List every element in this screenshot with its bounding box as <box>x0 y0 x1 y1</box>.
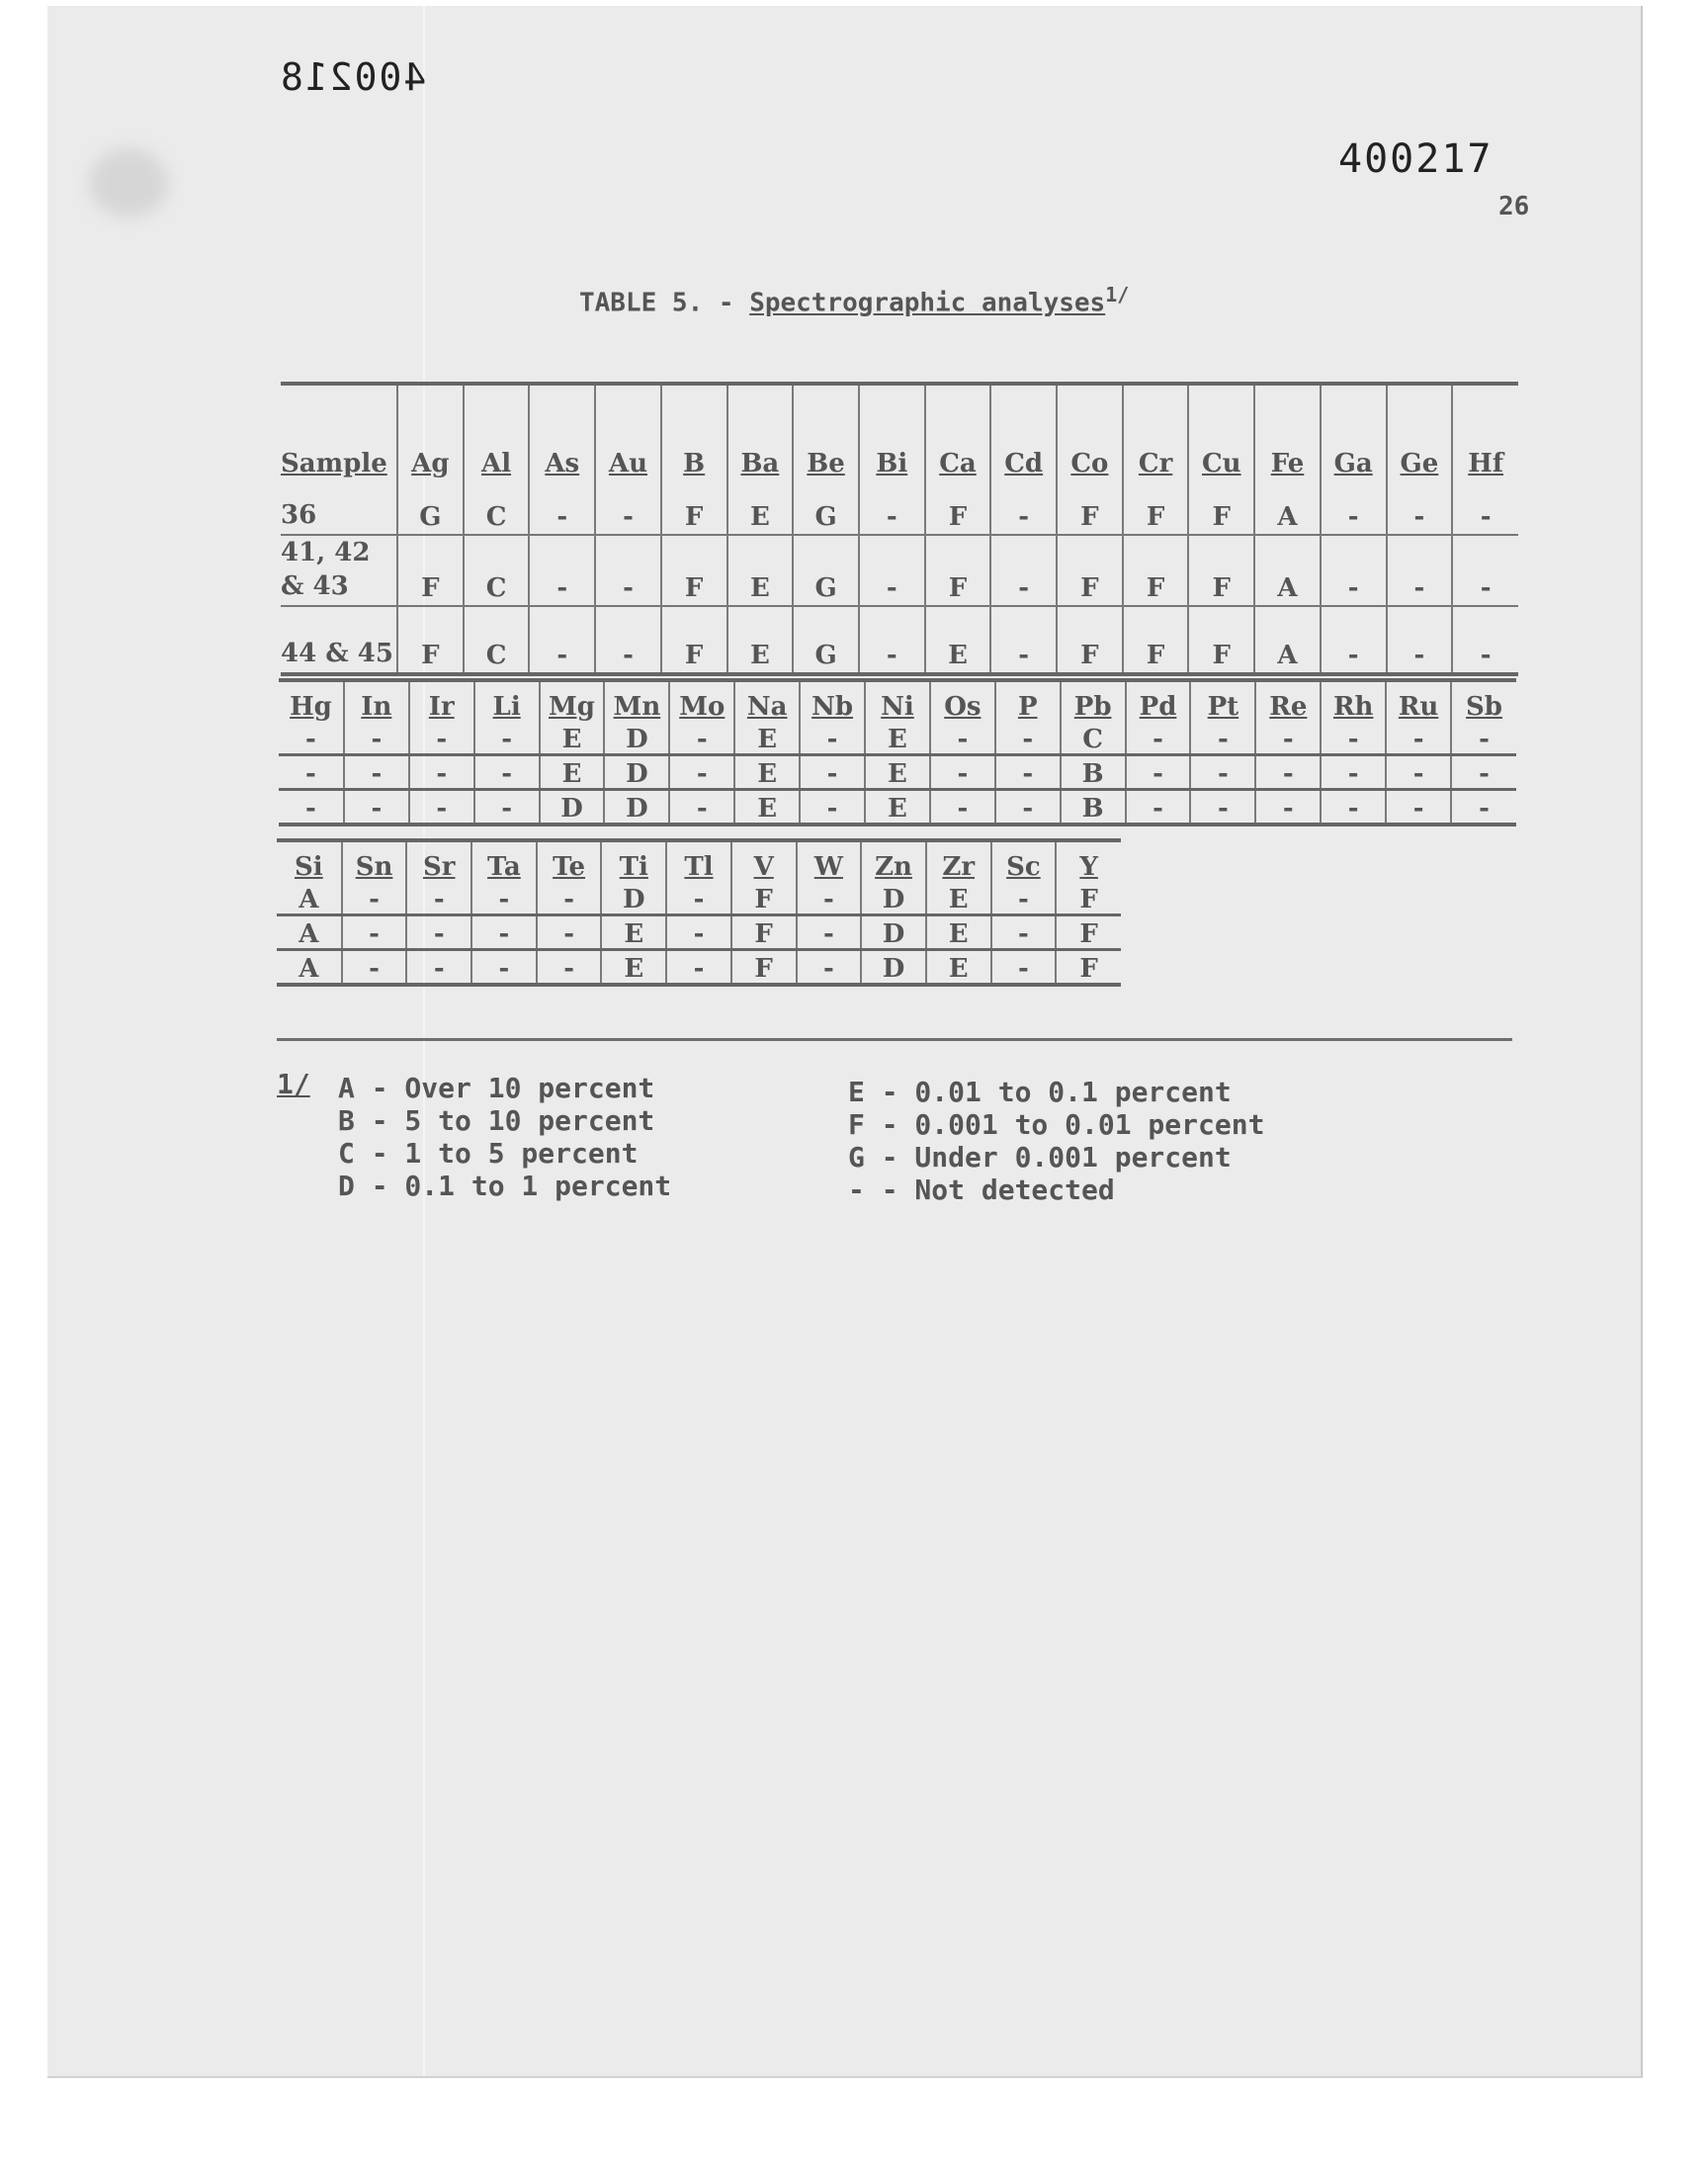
table-cell: D <box>861 882 926 915</box>
column-header-in: In <box>344 680 409 722</box>
column-header-ir: Ir <box>409 680 474 722</box>
table-title-prefix: TABLE 5. - <box>579 288 750 318</box>
table-cell: F <box>1057 492 1123 535</box>
legend-item: F - 0.001 to 0.01 percent <box>848 1108 1265 1141</box>
table-cell: - <box>930 755 995 790</box>
table-cell: - <box>1255 755 1321 790</box>
table-cell: E <box>601 950 666 986</box>
page-smudge <box>89 148 168 218</box>
table-cell: - <box>279 790 344 826</box>
table-cell: - <box>409 790 474 826</box>
table-cell: E <box>926 950 991 986</box>
table-cell: D <box>601 882 666 915</box>
table-title-main: Spectrographic analyses <box>749 288 1106 318</box>
column-header-au: Au <box>595 384 661 492</box>
column-header-re: Re <box>1255 680 1321 722</box>
column-header-tl: Tl <box>666 840 731 882</box>
table-cell: - <box>537 915 602 950</box>
table-cell: - <box>409 722 474 755</box>
footnote-divider <box>277 1038 1512 1041</box>
column-header-os: Os <box>930 680 995 722</box>
table-cell: - <box>859 606 925 674</box>
table-cell: F <box>397 535 464 606</box>
column-header-hg: Hg <box>290 692 332 722</box>
table-cell: E <box>727 535 794 606</box>
table-cell: - <box>991 915 1057 950</box>
column-header-sample: Sample <box>281 449 387 478</box>
table-cell: - <box>1386 755 1451 790</box>
table-cell: - <box>930 722 995 755</box>
table-cell: - <box>406 882 471 915</box>
table-cell: D <box>861 915 926 950</box>
table-cell: - <box>529 606 595 674</box>
column-header-sc: Sc <box>991 840 1057 882</box>
mirrored-page-stamp: 400218 <box>279 55 427 99</box>
column-header-zr: Zr <box>926 840 991 882</box>
table-cell: - <box>669 790 734 826</box>
column-header-p: P <box>995 680 1061 722</box>
table-cell: G <box>793 535 859 606</box>
column-header-sb: Sb <box>1451 680 1516 722</box>
table-cell: A <box>277 915 342 950</box>
table-cell: - <box>1126 790 1191 826</box>
table-cell: F <box>731 915 797 950</box>
column-header-mn: Mn <box>604 680 669 722</box>
table-cell: F <box>731 950 797 986</box>
table-cell: E <box>734 790 800 826</box>
table-cell: D <box>604 755 669 790</box>
table-row <box>279 722 1516 755</box>
table-cell: - <box>1190 790 1255 826</box>
legend-item: E - 0.01 to 0.1 percent <box>848 1076 1232 1108</box>
table-cell: F <box>731 882 797 915</box>
legend-item: - - Not detected <box>848 1174 1115 1206</box>
column-header-zn: Zn <box>861 840 926 882</box>
table-cell: - <box>595 492 661 535</box>
column-header-ca: Ca <box>925 384 991 492</box>
table-row <box>277 882 1121 915</box>
table-cell: - <box>1387 492 1453 535</box>
column-header-mg: Mg <box>540 680 605 722</box>
table-cell: G <box>793 606 859 674</box>
table-cell: - <box>800 755 865 790</box>
column-header-y: Y <box>1056 840 1121 882</box>
table-cell: - <box>595 535 661 606</box>
sample-cell: 41, 42 & 43 <box>281 535 397 606</box>
table-cell: - <box>471 915 537 950</box>
table-cell: - <box>344 790 409 826</box>
table-cell: - <box>995 790 1061 826</box>
analysis-table-3 <box>277 838 1121 987</box>
table-cell: - <box>1126 722 1191 755</box>
column-header-co: Co <box>1057 384 1123 492</box>
column-header-nb: Nb <box>800 680 865 722</box>
table-cell: - <box>1386 790 1451 826</box>
table-cell: - <box>797 950 862 986</box>
table-cell: - <box>991 882 1057 915</box>
table-cell: F <box>1057 535 1123 606</box>
table-cell: E <box>734 722 800 755</box>
table-cell: F <box>1056 882 1121 915</box>
column-header-ge: Ge <box>1387 384 1453 492</box>
column-header-si: Si <box>295 852 323 882</box>
column-header-ga: Ga <box>1321 384 1387 492</box>
table-cell: - <box>406 915 471 950</box>
column-header-cd: Cd <box>990 384 1057 492</box>
table-cell: - <box>537 882 602 915</box>
table-cell: E <box>727 606 794 674</box>
column-header-ta: Ta <box>471 840 537 882</box>
table-cell: - <box>995 755 1061 790</box>
table-cell: - <box>1190 722 1255 755</box>
table-cell: F <box>1188 492 1254 535</box>
column-header-v: V <box>731 840 797 882</box>
legend-item: A - Over 10 percent <box>338 1072 655 1104</box>
legend-left-column <box>338 1072 671 1202</box>
table-cell: - <box>669 722 734 755</box>
table-cell: - <box>859 492 925 535</box>
table-cell: F <box>1056 950 1121 986</box>
table-cell: - <box>1190 755 1255 790</box>
table-cell: F <box>1057 606 1123 674</box>
legend-right-column <box>848 1076 1264 1206</box>
table-cell: - <box>797 915 862 950</box>
table-cell: F <box>1123 535 1189 606</box>
column-header-sr: Sr <box>406 840 471 882</box>
column-header-mo: Mo <box>669 680 734 722</box>
column-header-ti: Ti <box>601 840 666 882</box>
column-header-te: Te <box>537 840 602 882</box>
legend-item: B - 5 to 10 percent <box>338 1104 655 1137</box>
table-cell: - <box>1321 755 1386 790</box>
analysis-table-1 <box>281 382 1518 676</box>
table-cell: A <box>1254 606 1321 674</box>
table-cell: - <box>800 722 865 755</box>
table-cell: B <box>1061 755 1126 790</box>
table-cell: D <box>604 790 669 826</box>
column-header-b: B <box>661 384 727 492</box>
table-cell: E <box>540 755 605 790</box>
table-cell: A <box>1254 492 1321 535</box>
table-cell: F <box>661 535 727 606</box>
table-row <box>279 755 1516 790</box>
table-cell: - <box>859 535 925 606</box>
table-row <box>281 606 1518 674</box>
column-header-pb: Pb <box>1061 680 1126 722</box>
table-cell: - <box>474 755 540 790</box>
table-cell: C <box>1061 722 1126 755</box>
table-cell: - <box>995 722 1061 755</box>
table-cell: - <box>1451 755 1516 790</box>
table-cell: - <box>342 915 407 950</box>
table-cell: - <box>1255 722 1321 755</box>
table-cell: F <box>1188 606 1254 674</box>
table-cell: E <box>865 722 930 755</box>
table-cell: - <box>1452 492 1518 535</box>
table-cell: - <box>279 755 344 790</box>
table-cell: - <box>1321 606 1387 674</box>
column-header-ba: Ba <box>727 384 794 492</box>
table-cell: C <box>464 606 530 674</box>
table-cell: A <box>277 950 342 986</box>
table-cell: - <box>529 535 595 606</box>
table-cell: - <box>529 492 595 535</box>
table-row <box>281 535 1518 606</box>
column-header-na: Na <box>734 680 800 722</box>
table-cell: B <box>1061 790 1126 826</box>
table-cell: - <box>474 722 540 755</box>
table-title <box>579 283 1129 318</box>
table-cell: - <box>1126 755 1191 790</box>
table-cell: A <box>1254 535 1321 606</box>
column-header-cu: Cu <box>1188 384 1254 492</box>
column-header-sn: Sn <box>342 840 407 882</box>
table-cell: E <box>601 915 666 950</box>
footnote-mark: 1/ <box>277 1068 310 1100</box>
legend-item: G - Under 0.001 percent <box>848 1141 1232 1174</box>
table-cell: C <box>464 492 530 535</box>
table-cell: - <box>990 606 1057 674</box>
column-header-as: As <box>529 384 595 492</box>
page-number: 26 <box>1498 192 1530 221</box>
sample-cell: 44 & 45 <box>281 606 397 674</box>
table-cell: E <box>865 790 930 826</box>
column-header-al: Al <box>464 384 530 492</box>
table-cell: - <box>666 882 731 915</box>
table-row <box>281 492 1518 535</box>
column-header-rh: Rh <box>1321 680 1386 722</box>
page-fold-line <box>423 6 425 2076</box>
column-header-hf: Hf <box>1452 384 1518 492</box>
table-cell: F <box>1123 492 1189 535</box>
table-cell: - <box>409 755 474 790</box>
table-cell: F <box>661 606 727 674</box>
table-row <box>279 790 1516 826</box>
column-header-bi: Bi <box>859 384 925 492</box>
table-cell: E <box>540 722 605 755</box>
table-row <box>277 950 1121 986</box>
table-cell: - <box>342 882 407 915</box>
table-cell: - <box>1321 722 1386 755</box>
table-cell: - <box>991 950 1057 986</box>
column-header-w: W <box>797 840 862 882</box>
table-cell: - <box>800 790 865 826</box>
table-cell: - <box>344 722 409 755</box>
table-cell: - <box>1387 535 1453 606</box>
sample-cell: 36 <box>281 500 317 530</box>
table-cell: D <box>604 722 669 755</box>
analysis-table-2 <box>279 678 1516 826</box>
legend-item: C - 1 to 5 percent <box>338 1137 639 1170</box>
table-cell: - <box>930 790 995 826</box>
column-header-ni: Ni <box>865 680 930 722</box>
table-cell: - <box>474 790 540 826</box>
column-header-cr: Cr <box>1123 384 1189 492</box>
table-cell: - <box>1321 790 1386 826</box>
table-cell: - <box>1452 535 1518 606</box>
table-cell: E <box>865 755 930 790</box>
column-header-ru: Ru <box>1386 680 1451 722</box>
column-header-ag: Ag <box>397 384 464 492</box>
column-header-pt: Pt <box>1190 680 1255 722</box>
page-stamp: 400217 <box>1338 136 1494 182</box>
table-cell: - <box>471 950 537 986</box>
table-cell: A <box>299 885 319 914</box>
table-cell: - <box>1452 606 1518 674</box>
table-cell: - <box>406 950 471 986</box>
table-cell: - <box>1321 492 1387 535</box>
table-cell: G <box>397 492 464 535</box>
table-cell: - <box>1451 790 1516 826</box>
table-title-footnote-ref: 1/ <box>1105 283 1130 306</box>
table-cell: - <box>1387 606 1453 674</box>
table-cell: D <box>861 950 926 986</box>
table-cell: - <box>342 950 407 986</box>
table-cell: D <box>540 790 605 826</box>
table-cell: - <box>666 950 731 986</box>
table-cell: - <box>537 950 602 986</box>
table-cell: F <box>1188 535 1254 606</box>
column-header-li: Li <box>474 680 540 722</box>
table-cell: - <box>1451 722 1516 755</box>
table-cell: E <box>926 915 991 950</box>
table-cell: F <box>925 535 991 606</box>
table-cell: G <box>793 492 859 535</box>
table-cell: - <box>666 915 731 950</box>
table-cell: - <box>305 725 316 754</box>
table-cell: - <box>990 492 1057 535</box>
table-cell: F <box>661 492 727 535</box>
column-header-fe: Fe <box>1254 384 1321 492</box>
table-cell: F <box>1056 915 1121 950</box>
table-cell: - <box>797 882 862 915</box>
table-cell: - <box>990 535 1057 606</box>
column-header-be: Be <box>793 384 859 492</box>
column-header-pd: Pd <box>1126 680 1191 722</box>
table-cell: - <box>595 606 661 674</box>
table-cell: E <box>926 882 991 915</box>
legend-item: D - 0.1 to 1 percent <box>338 1170 672 1202</box>
table-cell: - <box>669 755 734 790</box>
table-cell: C <box>464 535 530 606</box>
table-cell: - <box>1255 790 1321 826</box>
table-cell: - <box>1321 535 1387 606</box>
table-cell: E <box>925 606 991 674</box>
table-cell: E <box>727 492 794 535</box>
table-cell: F <box>925 492 991 535</box>
table-cell: - <box>344 755 409 790</box>
table-row <box>277 915 1121 950</box>
table-cell: - <box>471 882 537 915</box>
table-cell: F <box>397 606 464 674</box>
table-cell: E <box>734 755 800 790</box>
table-cell: - <box>1386 722 1451 755</box>
table-cell: F <box>1123 606 1189 674</box>
